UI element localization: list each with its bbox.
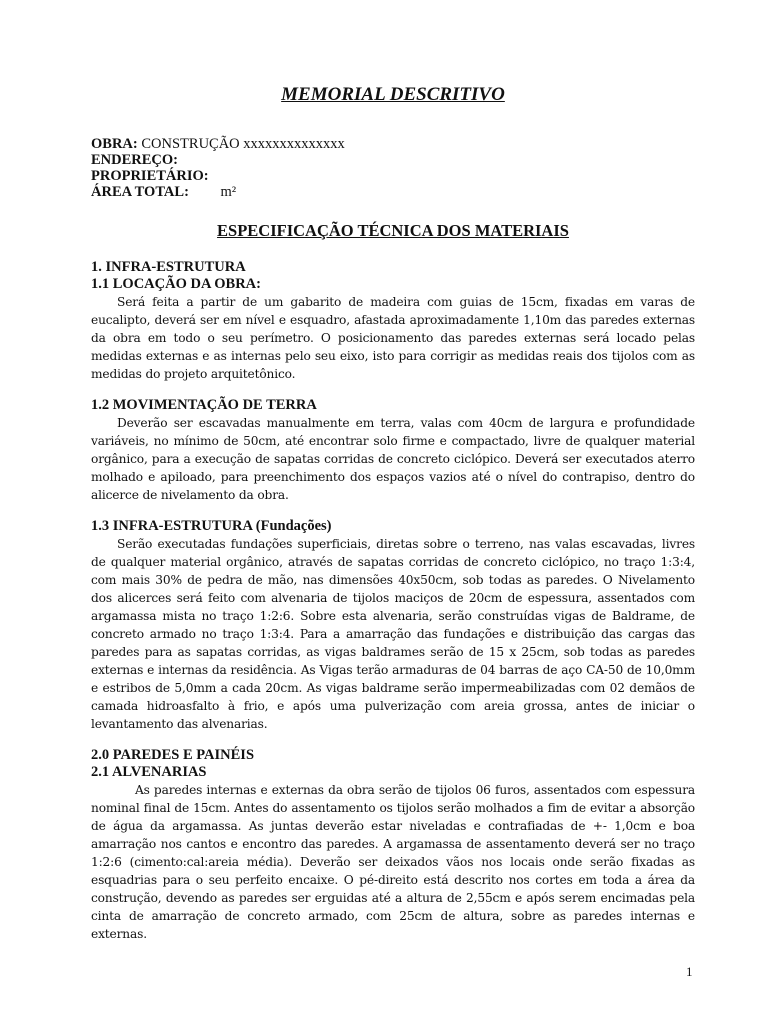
section-text-1-3: Serão executadas fundações superficiais, diretas sobre o terreno, nas valas escavadas, livres de qualquer material orgânico, através de sapatas corridas de concreto ciclópico, no traço 1:3:4, com mais 30% de pedra de mão, nas dimensões 40x50cm, sob todas as paredes. O Nivelamento dos alicerces será feito com alvenaria de tijolos maciços de 20cm de espessura, assentados com argamassa mista no traço 1:2:6. Sobre esta alvenaria, serão construídas vigas de Baldrame, de concreto armado no traço 1:3:4. Para a amarração das fundações e distribuição das cargas das paredes para as sapatas corridas, as vigas baldrames serão de 15 x 25cm, sob todas as paredes externas e internas da residência. As Vigas terão armaduras de 04 barras de aço CA-50 de 10,0mm e estribos de 5,0mm a cada 20cm. As vigas baldrame serão impermeabilizadas com 02 demãos de camada hidroasfalto à frio, e após uma pulverização com areia grossa, antes de iniciar o levantamento das alvenarias. xyxy=(91,537,695,731)
proprietario-label: PROPRIETÁRIO: xyxy=(91,168,209,184)
page-number: 1 xyxy=(686,964,693,979)
section-text-1-1: Será feita a partir de um gabarito de madeira com guias de 15cm, fixadas em varas de eucalipto, deverá ser em nível e esquadro, afastada aproximadamente 1,10m das paredes externas da obra em todo o seu perímetro. O posicionamento das paredes externas será locado pelas medidas externas e as internas pelo seu eixo, isto para corrigir as medidas reais dos tijolos com as medidas do projeto arquitetônico. xyxy=(91,295,695,381)
area-label: ÁREA TOTAL: xyxy=(91,184,189,200)
section-heading-1-3: 1.3 INFRA-ESTRUTURA (Fundações) xyxy=(91,518,332,534)
section-heading-2: 2.0 PAREDES E PAINÉIS xyxy=(91,747,255,763)
obra-value: CONSTRUÇÃO xxxxxxxxxxxxxx xyxy=(141,136,345,152)
area-row xyxy=(91,184,695,200)
section-heading-1: 1. INFRA-ESTRUTURA xyxy=(91,259,246,275)
section-text-2-1: As paredes internas e externas da obra serão de tijolos 06 furos, assentados com espessura nominal final de 15cm. Antes do assentamento os tijolos serão molhados a fim de evitar a absorção de água da argamassa. As juntas deverão estar niveladas e contrafiadas de +- 1,0cm e boa amarração nos cantos e encontro das paredes. A argamassa de assentamento deverá ser no traço 1:2:6 (cimento:cal:areia média). Deverão ser deixados vãos nos locais onde serão fixadas as esquadrias para o seu perfeito encaixe. O pé-direito está descrito nos cortes em toda a área da construção, devendo as paredes ser erguidas até a altura de 2,55cm e após serem encimadas pela cinta de amarração de concreto armado, com 25cm de altura, sobre as paredes internas e externas. xyxy=(91,783,695,941)
section-heading-1-1: 1.1 LOCAÇÃO DA OBRA: xyxy=(91,276,261,292)
proprietario-row xyxy=(91,168,695,184)
endereco-row xyxy=(91,152,695,168)
area-value: m² xyxy=(220,184,237,200)
obra-label: OBRA: xyxy=(91,136,138,152)
spec-title: ESPECIFICAÇÃO TÉCNICA DOS MATERIAIS xyxy=(217,221,569,240)
section-text-1-2: Deverão ser escavadas manualmente em terra, valas com 40cm de largura e profundidade variáveis, no mínimo de 50cm, até encontrar solo firme e compactado, livre de qualquer material orgânico, para a execução de sapatas corridas de concreto ciclópico. Deverá ser executados aterro molhado e apiloado, para preenchimento dos espaços vazios até o nível do contrapiso, dentro do alicerce de nivelamento da obra. xyxy=(91,416,695,502)
section-heading-2-1: 2.1 ALVENARIAS xyxy=(91,764,207,780)
project-info xyxy=(91,136,695,200)
endereco-label: ENDEREÇO: xyxy=(91,152,179,168)
obra-row xyxy=(91,136,695,152)
page-content xyxy=(91,84,695,943)
section-heading-1-2: 1.2 MOVIMENTAÇÃO DE TERRA xyxy=(91,397,317,413)
document-title: MEMORIAL DESCRITIVO xyxy=(281,84,505,105)
